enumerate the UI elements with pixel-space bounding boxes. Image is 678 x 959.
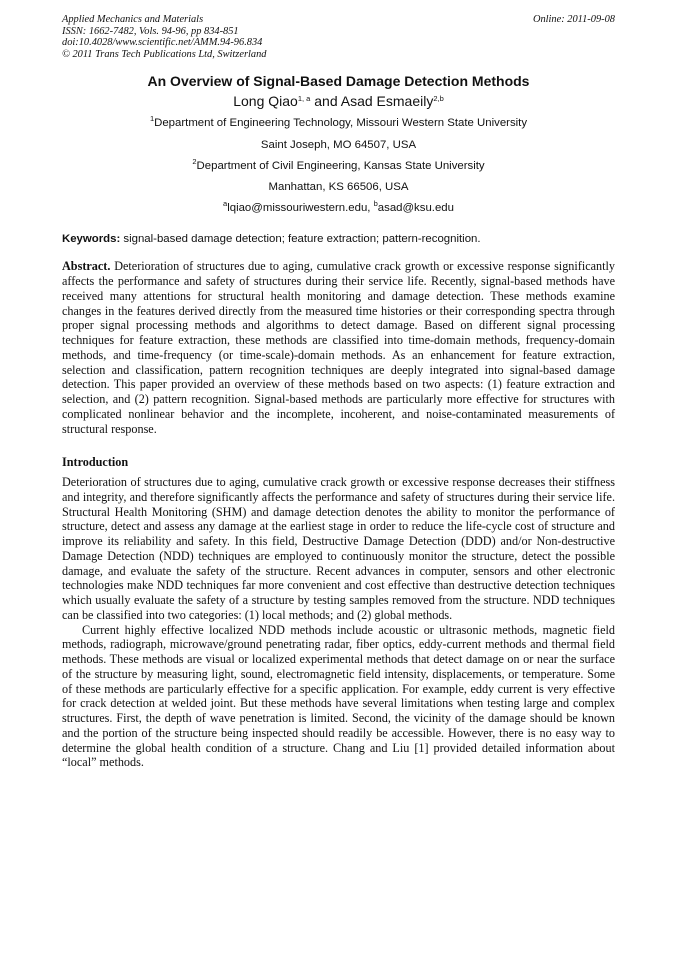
affiliation-2-line-2: Manhattan, KS 66506, USA	[268, 180, 409, 193]
affiliation-1-line-2: Saint Joseph, MO 64507, USA	[260, 138, 417, 151]
email-line	[62, 198, 615, 219]
affiliation-1-line-1: $^1$Department of Engineering Technology, Missouri Western State University	[149, 114, 528, 130]
abstract-text: Deterioration of structures due to aging, cumulative crack growth or excessive response significantly affects the performance and safety of structures during their service life. Recently, signal-based methods have received many attentions for structural health monitoring and damage detection. These methods examine changes in the features derived directly from the measured time histories or their corresponding spectra through proper signal processing methods and algorithms to detect damage. Based on different signal processing techniques for feature extraction, these methods are classified into time-domain methods, frequency-domain methods, and time-frequency (or time-scale)-domain methods. As an enhancement for feature extraction, selection and classification, pattern recognition techniques are deeply integrated into signal-based damage detection. This paper provided an overview of these methods based on two aspects: (1) feature extraction and selection, and (2) pattern recognition. Signal-based methods are particularly more effective for structures with complicated nonlinear behavior and the incomplete, incoherent, and noise-contaminated measurements of structural response.	[62, 259, 615, 436]
abstract	[62, 259, 615, 436]
issn-line: ISSN: 1662-7482, Vols. 94-96, pp 834-851	[62, 25, 239, 37]
introduction-paragraph-1: Deterioration of structures due to aging, cumulative crack growth or excessive response decreases their stiffness and integrity, and therefore significantly affects the performance and safety of structures during their service life. Structural Health Monitoring (SHM) and damage detection denotes the ability to monitor the performance of structure, detect and assess any damage at the earliest stage in order to reduce the life-cycle cost of structure and improve its reliability and safety. In this field, Destructive Damage Detection (DDD) and/or Non-destructive Damage Detection (NDD) techniques are employed to continuously monitor the structure, detect the possible damage, and evaluate the safety of the structure. Recent advances in computer, sensors and other electronic technologies make NDD techniques far more convenient and cost effective than destructive detection techniques which usually evaluate the safety of a structure by testing samples removed from the structure. NDD techniques can be classified into two categories: (1) local methods; and (2) global methods.	[62, 475, 615, 622]
keywords-label: Keywords:	[62, 233, 121, 246]
author-1: Long Qiao	[233, 93, 298, 110]
email-a: lqiao@missouriwestern.edu,	[227, 202, 374, 215]
author-line	[62, 92, 615, 110]
affiliation-2-sup: 2	[192, 156, 197, 166]
keywords	[62, 232, 615, 246]
keywords-text: signal-based damage detection; feature extraction; pattern-recognition.	[120, 233, 481, 246]
author-2-sup: 2,b	[433, 94, 444, 104]
email-a-sup: a	[223, 199, 228, 209]
author-conjunction: and	[310, 93, 341, 110]
journal-name: Applied Mechanics and Materials	[62, 14, 204, 25]
introduction-heading: Introduction	[62, 455, 129, 470]
introduction-paragraph-2: Current highly effective localized NDD methods include acoustic or ultrasonic methods, magnetic field methods, radiograph, microwave/ground penetrating radar, fiber optics, eddy-current methods and thermal field methods. These methods are visual or localized experimental methods that detect damage on or near the surface of the structure by measuring light, sound, electromagnetic field intensity, displacements, or temperature. Some of these methods are particularly effective for a specific application. For example, eddy current is very effective for crack detection at welded joint. But these methods have several limitations when testing large and complex structures. First, the depth of wave penetration is limited. Second, the vicinity of the damage should be known and the portion of the structure being inspected should readily be accessible. However, there is no easy way to determine the global health condition of a structure. Chang and Liu [1] provided detailed information about “local” methods.	[62, 622, 615, 770]
journal-header	[62, 14, 615, 60]
email-b: asad@ksu.edu	[377, 202, 454, 215]
online-date: Online: 2011-09-08	[532, 14, 615, 25]
paper-page	[62, 14, 615, 770]
affiliation-2-line-1: $^2$Department of Civil Engineering, Kansas State University	[192, 156, 485, 172]
copyright-line: © 2011 Trans Tech Publications Ltd, Switzerland	[62, 48, 267, 60]
abstract-label: Abstract.	[62, 259, 111, 274]
author-2: Asad Esmaeily	[340, 93, 434, 110]
doi-line: doi:10.4028/www.scientific.net/AMM.94-96.834	[62, 37, 263, 49]
paper-title: An Overview of Signal-Based Damage Detection Methods	[147, 73, 530, 90]
affiliation-1-sup: 1	[149, 114, 155, 124]
email-b-sup: b	[373, 199, 378, 209]
author-1-sup: 1, a	[297, 94, 311, 104]
